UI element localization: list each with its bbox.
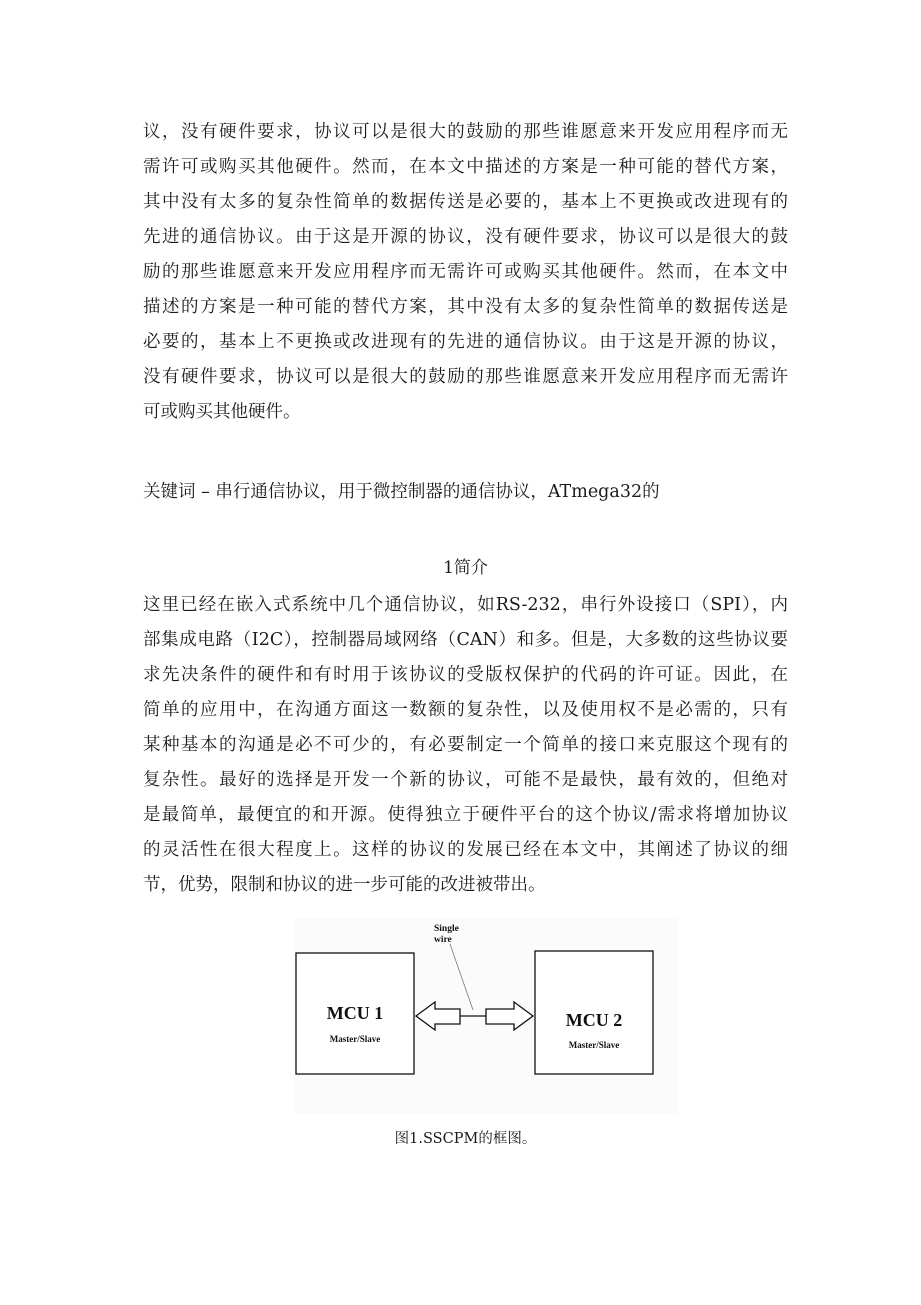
mcu1-subtitle: Master/Slave [329, 1034, 381, 1044]
abstract-line: 其中没有太多的复杂性简单的数据传送是必要的，基本上不更换或改进现有的 [143, 192, 788, 212]
intro-line: 某种基本的沟通是必不可少的，有必要制定一个简单的接口来克服这个现有的 [143, 735, 788, 755]
intro-line: 这里已经在嵌入式系统中几个通信协议，如RS-232，串行外设接口（SPI），内 [143, 595, 788, 615]
abstract-line: 可或购买其他硬件。 [143, 402, 301, 422]
intro-line: 部集成电路（I2C），控制器局域网络（CAN）和多。但是，大多数的这些协议要 [143, 630, 788, 650]
abstract-line: 没有硬件要求，协议可以是很大的鼓励的那些谁愿意来开发应用程序而无需许 [143, 367, 788, 387]
section-heading: 1简介 [443, 558, 488, 578]
mcu2-title: MCU 2 [565, 1010, 623, 1030]
abstract-line: 议，没有硬件要求，协议可以是很大的鼓励的那些谁愿意来开发应用程序而无 [143, 122, 788, 142]
abstract-line: 需许可或购买其他硬件。然而，在本文中描述的方案是一种可能的替代方案， [143, 157, 788, 177]
intro-line: 的灵活性在很大程度上。这样的协议的发展已经在本文中，其阐述了协议的细 [143, 840, 788, 860]
figure-caption: 图1.SSCPM的框图。 [394, 1131, 537, 1147]
keywords-line: 关键词 – 串行通信协议，用于微控制器的通信协议，ATmega32的 [143, 482, 660, 502]
abstract-line: 励的那些谁愿意来开发应用程序而无需许可或购买其他硬件。然而，在本文中 [143, 262, 788, 282]
abstract-line: 描述的方案是一种可能的替代方案，其中没有太多的复杂性简单的数据传送是 [143, 297, 788, 317]
block-diagram [294, 918, 678, 1114]
mcu1-box [296, 953, 414, 1074]
intro-line: 是最简单，最便宜的和开源。使得独立于硬件平台的这个协议/需求将增加协议 [143, 805, 788, 825]
wire-label-line2: wire [434, 935, 452, 945]
mcu2-box [535, 951, 653, 1074]
wire-label-line1: Single [434, 924, 459, 934]
intro-line: 简单的应用中，在沟通方面这一数额的复杂性，以及使用权不是必需的，只有 [143, 700, 788, 720]
abstract-line: 必要的，基本上不更换或改进现有的先进的通信协议。由于这是开源的协议， [143, 332, 788, 352]
intro-line: 求先决条件的硬件和有时用于该协议的受版权保护的代码的许可证。因此，在 [143, 665, 788, 685]
intro-line: 复杂性。最好的选择是开发一个新的协议，可能不是最快，最有效的，但绝对 [143, 770, 788, 790]
mcu1-title: MCU 1 [326, 1003, 384, 1023]
abstract-line: 先进的通信协议。由于这是开源的协议，没有硬件要求，协议可以是很大的鼓 [143, 227, 788, 247]
mcu2-subtitle: Master/Slave [568, 1040, 620, 1050]
intro-line: 节，优势，限制和协议的进一步可能的改进被带出。 [143, 875, 546, 895]
